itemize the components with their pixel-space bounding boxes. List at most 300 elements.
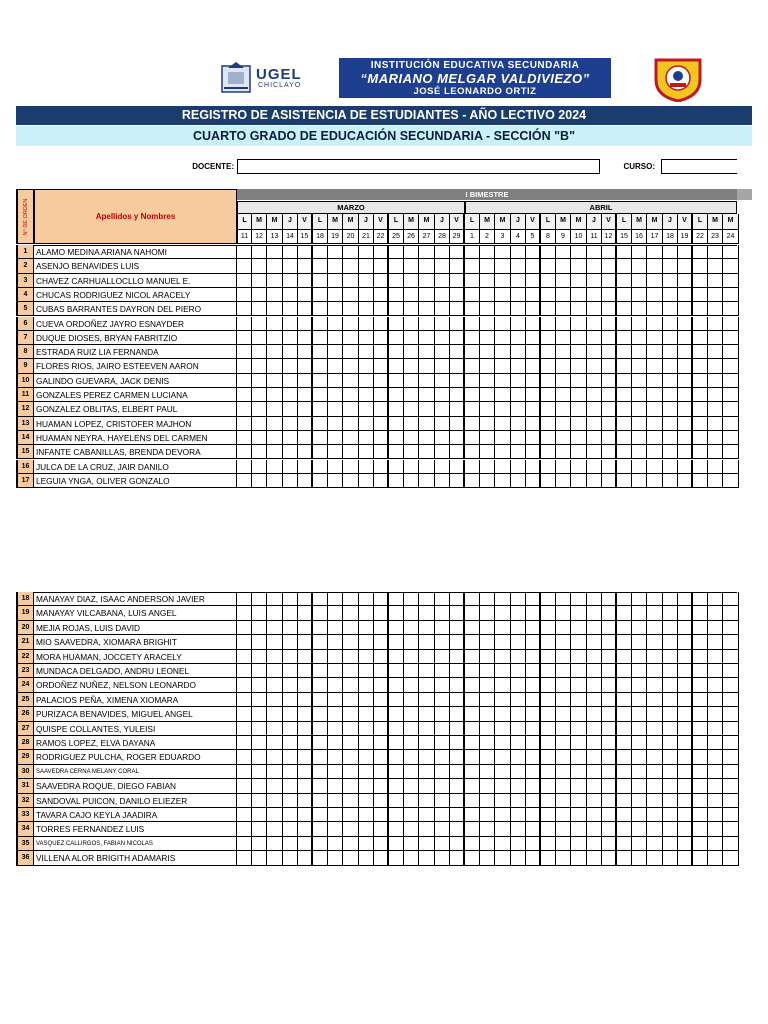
- attendance-cell[interactable]: [480, 750, 495, 764]
- attendance-cell[interactable]: [723, 431, 739, 445]
- attendance-cell[interactable]: [708, 431, 723, 445]
- attendance-cell[interactable]: [267, 445, 283, 459]
- attendance-cell[interactable]: [708, 317, 723, 331]
- attendance-cell[interactable]: [663, 445, 678, 459]
- attendance-cell[interactable]: [663, 678, 678, 692]
- attendance-cell[interactable]: [374, 460, 389, 474]
- attendance-cell[interactable]: [693, 779, 708, 793]
- attendance-cell[interactable]: [511, 460, 526, 474]
- attendance-cell[interactable]: [617, 331, 632, 345]
- attendance-cell[interactable]: [571, 736, 587, 750]
- attendance-cell[interactable]: [298, 302, 313, 316]
- attendance-cell[interactable]: [587, 274, 602, 288]
- attendance-cell[interactable]: [678, 388, 693, 402]
- attendance-cell[interactable]: [328, 765, 343, 779]
- attendance-cell[interactable]: [283, 722, 298, 736]
- attendance-cell[interactable]: [617, 345, 632, 359]
- attendance-cell[interactable]: [252, 606, 267, 620]
- attendance-cell[interactable]: [678, 794, 693, 808]
- attendance-cell[interactable]: [252, 359, 267, 373]
- attendance-cell[interactable]: [587, 750, 602, 764]
- attendance-cell[interactable]: [723, 678, 739, 692]
- attendance-cell[interactable]: [571, 635, 587, 649]
- attendance-cell[interactable]: [526, 374, 541, 388]
- attendance-cell[interactable]: [313, 750, 328, 764]
- attendance-cell[interactable]: [556, 678, 571, 692]
- attendance-cell[interactable]: [526, 359, 541, 373]
- attendance-cell[interactable]: [663, 288, 678, 302]
- attendance-cell[interactable]: [465, 474, 480, 488]
- attendance-cell[interactable]: [435, 606, 450, 620]
- attendance-cell[interactable]: [602, 445, 617, 459]
- attendance-cell[interactable]: [328, 606, 343, 620]
- attendance-cell[interactable]: [267, 635, 283, 649]
- attendance-cell[interactable]: [283, 474, 298, 488]
- attendance-cell[interactable]: [495, 460, 511, 474]
- attendance-cell[interactable]: [283, 245, 298, 259]
- attendance-cell[interactable]: [678, 431, 693, 445]
- attendance-cell[interactable]: [283, 678, 298, 692]
- attendance-cell[interactable]: [359, 274, 374, 288]
- attendance-cell[interactable]: [465, 750, 480, 764]
- attendance-cell[interactable]: [480, 693, 495, 707]
- attendance-cell[interactable]: [465, 678, 480, 692]
- attendance-cell[interactable]: [617, 259, 632, 273]
- attendance-cell[interactable]: [480, 474, 495, 488]
- attendance-cell[interactable]: [541, 765, 556, 779]
- attendance-cell[interactable]: [556, 635, 571, 649]
- attendance-cell[interactable]: [313, 317, 328, 331]
- attendance-cell[interactable]: [495, 750, 511, 764]
- attendance-cell[interactable]: [267, 693, 283, 707]
- attendance-cell[interactable]: [252, 431, 267, 445]
- attendance-cell[interactable]: [343, 750, 359, 764]
- attendance-cell[interactable]: [267, 288, 283, 302]
- attendance-cell[interactable]: [556, 259, 571, 273]
- attendance-cell[interactable]: [374, 431, 389, 445]
- attendance-cell[interactable]: [450, 736, 465, 750]
- attendance-cell[interactable]: [708, 664, 723, 678]
- attendance-cell[interactable]: [267, 359, 283, 373]
- attendance-cell[interactable]: [723, 664, 739, 678]
- attendance-cell[interactable]: [435, 851, 450, 865]
- attendance-cell[interactable]: [328, 592, 343, 606]
- attendance-cell[interactable]: [647, 822, 663, 836]
- attendance-cell[interactable]: [526, 274, 541, 288]
- attendance-cell[interactable]: [328, 431, 343, 445]
- attendance-cell[interactable]: [602, 402, 617, 416]
- attendance-cell[interactable]: [571, 606, 587, 620]
- attendance-cell[interactable]: [374, 359, 389, 373]
- attendance-cell[interactable]: [632, 431, 647, 445]
- attendance-cell[interactable]: [237, 460, 252, 474]
- attendance-cell[interactable]: [404, 259, 419, 273]
- attendance-cell[interactable]: [663, 621, 678, 635]
- attendance-cell[interactable]: [587, 664, 602, 678]
- attendance-cell[interactable]: [632, 722, 647, 736]
- attendance-cell[interactable]: [556, 822, 571, 836]
- attendance-cell[interactable]: [708, 707, 723, 721]
- attendance-cell[interactable]: [617, 664, 632, 678]
- attendance-cell[interactable]: [313, 765, 328, 779]
- attendance-cell[interactable]: [435, 259, 450, 273]
- attendance-cell[interactable]: [556, 288, 571, 302]
- attendance-cell[interactable]: [617, 765, 632, 779]
- attendance-cell[interactable]: [708, 274, 723, 288]
- attendance-cell[interactable]: [495, 374, 511, 388]
- attendance-cell[interactable]: [313, 288, 328, 302]
- attendance-cell[interactable]: [663, 274, 678, 288]
- attendance-cell[interactable]: [693, 765, 708, 779]
- attendance-cell[interactable]: [526, 388, 541, 402]
- attendance-cell[interactable]: [313, 606, 328, 620]
- attendance-cell[interactable]: [541, 650, 556, 664]
- attendance-cell[interactable]: [587, 592, 602, 606]
- attendance-cell[interactable]: [465, 722, 480, 736]
- attendance-cell[interactable]: [526, 331, 541, 345]
- attendance-cell[interactable]: [480, 331, 495, 345]
- attendance-cell[interactable]: [602, 259, 617, 273]
- attendance-cell[interactable]: [313, 722, 328, 736]
- attendance-cell[interactable]: [632, 678, 647, 692]
- attendance-cell[interactable]: [328, 288, 343, 302]
- attendance-cell[interactable]: [465, 345, 480, 359]
- attendance-cell[interactable]: [313, 650, 328, 664]
- attendance-cell[interactable]: [465, 635, 480, 649]
- attendance-cell[interactable]: [419, 259, 435, 273]
- attendance-cell[interactable]: [374, 750, 389, 764]
- attendance-cell[interactable]: [556, 707, 571, 721]
- attendance-cell[interactable]: [663, 317, 678, 331]
- attendance-cell[interactable]: [708, 288, 723, 302]
- attendance-cell[interactable]: [693, 417, 708, 431]
- attendance-cell[interactable]: [374, 822, 389, 836]
- attendance-cell[interactable]: [389, 794, 404, 808]
- attendance-cell[interactable]: [450, 402, 465, 416]
- attendance-cell[interactable]: [343, 722, 359, 736]
- attendance-cell[interactable]: [541, 664, 556, 678]
- attendance-cell[interactable]: [526, 317, 541, 331]
- attendance-cell[interactable]: [359, 388, 374, 402]
- attendance-cell[interactable]: [298, 750, 313, 764]
- attendance-cell[interactable]: [617, 779, 632, 793]
- attendance-cell[interactable]: [587, 317, 602, 331]
- attendance-cell[interactable]: [359, 851, 374, 865]
- attendance-cell[interactable]: [678, 331, 693, 345]
- attendance-cell[interactable]: [602, 592, 617, 606]
- attendance-cell[interactable]: [313, 245, 328, 259]
- attendance-cell[interactable]: [283, 808, 298, 822]
- attendance-cell[interactable]: [343, 402, 359, 416]
- attendance-cell[interactable]: [404, 331, 419, 345]
- attendance-cell[interactable]: [389, 650, 404, 664]
- attendance-cell[interactable]: [404, 837, 419, 851]
- attendance-cell[interactable]: [617, 374, 632, 388]
- attendance-cell[interactable]: [374, 779, 389, 793]
- attendance-cell[interactable]: [602, 635, 617, 649]
- attendance-cell[interactable]: [435, 402, 450, 416]
- attendance-cell[interactable]: [708, 750, 723, 764]
- attendance-cell[interactable]: [389, 345, 404, 359]
- attendance-cell[interactable]: [450, 431, 465, 445]
- attendance-cell[interactable]: [571, 693, 587, 707]
- attendance-cell[interactable]: [389, 402, 404, 416]
- attendance-cell[interactable]: [374, 794, 389, 808]
- attendance-cell[interactable]: [374, 664, 389, 678]
- attendance-cell[interactable]: [526, 664, 541, 678]
- attendance-cell[interactable]: [267, 794, 283, 808]
- attendance-cell[interactable]: [480, 808, 495, 822]
- attendance-cell[interactable]: [723, 837, 739, 851]
- attendance-cell[interactable]: [541, 288, 556, 302]
- attendance-cell[interactable]: [495, 736, 511, 750]
- attendance-cell[interactable]: [252, 707, 267, 721]
- attendance-cell[interactable]: [237, 359, 252, 373]
- attendance-cell[interactable]: [328, 635, 343, 649]
- attendance-cell[interactable]: [571, 331, 587, 345]
- attendance-cell[interactable]: [313, 274, 328, 288]
- attendance-cell[interactable]: [267, 460, 283, 474]
- attendance-cell[interactable]: [617, 837, 632, 851]
- attendance-cell[interactable]: [693, 750, 708, 764]
- attendance-cell[interactable]: [602, 431, 617, 445]
- attendance-cell[interactable]: [526, 851, 541, 865]
- attendance-cell[interactable]: [723, 345, 739, 359]
- attendance-cell[interactable]: [678, 736, 693, 750]
- attendance-cell[interactable]: [602, 288, 617, 302]
- attendance-cell[interactable]: [693, 302, 708, 316]
- attendance-cell[interactable]: [252, 650, 267, 664]
- attendance-cell[interactable]: [313, 302, 328, 316]
- attendance-cell[interactable]: [495, 707, 511, 721]
- attendance-cell[interactable]: [374, 302, 389, 316]
- attendance-cell[interactable]: [647, 693, 663, 707]
- attendance-cell[interactable]: [435, 460, 450, 474]
- attendance-cell[interactable]: [526, 460, 541, 474]
- attendance-cell[interactable]: [374, 445, 389, 459]
- attendance-cell[interactable]: [465, 302, 480, 316]
- attendance-cell[interactable]: [343, 288, 359, 302]
- attendance-cell[interactable]: [602, 722, 617, 736]
- attendance-cell[interactable]: [647, 288, 663, 302]
- attendance-cell[interactable]: [313, 417, 328, 431]
- attendance-cell[interactable]: [541, 794, 556, 808]
- attendance-cell[interactable]: [298, 707, 313, 721]
- attendance-cell[interactable]: [556, 245, 571, 259]
- attendance-cell[interactable]: [678, 402, 693, 416]
- attendance-cell[interactable]: [343, 359, 359, 373]
- attendance-cell[interactable]: [480, 445, 495, 459]
- attendance-cell[interactable]: [298, 331, 313, 345]
- attendance-cell[interactable]: [526, 765, 541, 779]
- attendance-cell[interactable]: [359, 345, 374, 359]
- attendance-cell[interactable]: [252, 474, 267, 488]
- attendance-cell[interactable]: [343, 331, 359, 345]
- attendance-cell[interactable]: [237, 693, 252, 707]
- attendance-cell[interactable]: [602, 245, 617, 259]
- attendance-cell[interactable]: [465, 445, 480, 459]
- attendance-cell[interactable]: [374, 259, 389, 273]
- attendance-cell[interactable]: [389, 693, 404, 707]
- attendance-cell[interactable]: [267, 259, 283, 273]
- attendance-cell[interactable]: [678, 621, 693, 635]
- attendance-cell[interactable]: [526, 345, 541, 359]
- attendance-cell[interactable]: [617, 474, 632, 488]
- attendance-cell[interactable]: [632, 664, 647, 678]
- attendance-cell[interactable]: [404, 678, 419, 692]
- attendance-cell[interactable]: [571, 707, 587, 721]
- attendance-cell[interactable]: [419, 606, 435, 620]
- attendance-cell[interactable]: [617, 274, 632, 288]
- attendance-cell[interactable]: [374, 331, 389, 345]
- attendance-cell[interactable]: [663, 460, 678, 474]
- attendance-cell[interactable]: [708, 259, 723, 273]
- attendance-cell[interactable]: [404, 288, 419, 302]
- attendance-cell[interactable]: [541, 606, 556, 620]
- attendance-cell[interactable]: [647, 331, 663, 345]
- attendance-cell[interactable]: [343, 417, 359, 431]
- attendance-cell[interactable]: [419, 288, 435, 302]
- attendance-cell[interactable]: [632, 822, 647, 836]
- attendance-cell[interactable]: [252, 837, 267, 851]
- attendance-cell[interactable]: [450, 606, 465, 620]
- attendance-cell[interactable]: [343, 635, 359, 649]
- attendance-cell[interactable]: [647, 750, 663, 764]
- attendance-cell[interactable]: [632, 302, 647, 316]
- attendance-cell[interactable]: [511, 359, 526, 373]
- attendance-cell[interactable]: [480, 345, 495, 359]
- attendance-cell[interactable]: [252, 765, 267, 779]
- attendance-cell[interactable]: [571, 274, 587, 288]
- attendance-cell[interactable]: [617, 388, 632, 402]
- attendance-cell[interactable]: [237, 621, 252, 635]
- attendance-cell[interactable]: [556, 722, 571, 736]
- attendance-cell[interactable]: [283, 274, 298, 288]
- attendance-cell[interactable]: [511, 445, 526, 459]
- attendance-cell[interactable]: [267, 388, 283, 402]
- attendance-cell[interactable]: [374, 621, 389, 635]
- attendance-cell[interactable]: [708, 474, 723, 488]
- attendance-cell[interactable]: [359, 474, 374, 488]
- attendance-cell[interactable]: [389, 592, 404, 606]
- attendance-cell[interactable]: [708, 402, 723, 416]
- attendance-cell[interactable]: [237, 317, 252, 331]
- attendance-cell[interactable]: [693, 635, 708, 649]
- attendance-cell[interactable]: [298, 837, 313, 851]
- attendance-cell[interactable]: [283, 621, 298, 635]
- attendance-cell[interactable]: [419, 621, 435, 635]
- attendance-cell[interactable]: [647, 794, 663, 808]
- attendance-cell[interactable]: [708, 606, 723, 620]
- attendance-cell[interactable]: [556, 274, 571, 288]
- attendance-cell[interactable]: [723, 808, 739, 822]
- attendance-cell[interactable]: [678, 693, 693, 707]
- attendance-cell[interactable]: [435, 837, 450, 851]
- attendance-cell[interactable]: [663, 259, 678, 273]
- attendance-cell[interactable]: [343, 388, 359, 402]
- attendance-cell[interactable]: [389, 822, 404, 836]
- attendance-cell[interactable]: [708, 736, 723, 750]
- attendance-cell[interactable]: [663, 345, 678, 359]
- attendance-cell[interactable]: [374, 736, 389, 750]
- attendance-cell[interactable]: [450, 722, 465, 736]
- attendance-cell[interactable]: [647, 388, 663, 402]
- attendance-cell[interactable]: [419, 460, 435, 474]
- attendance-cell[interactable]: [237, 274, 252, 288]
- attendance-cell[interactable]: [647, 808, 663, 822]
- attendance-cell[interactable]: [404, 736, 419, 750]
- attendance-cell[interactable]: [283, 592, 298, 606]
- attendance-cell[interactable]: [237, 794, 252, 808]
- attendance-cell[interactable]: [632, 460, 647, 474]
- attendance-cell[interactable]: [450, 779, 465, 793]
- attendance-cell[interactable]: [526, 750, 541, 764]
- attendance-cell[interactable]: [556, 302, 571, 316]
- attendance-cell[interactable]: [647, 445, 663, 459]
- attendance-cell[interactable]: [526, 736, 541, 750]
- attendance-cell[interactable]: [511, 736, 526, 750]
- attendance-cell[interactable]: [511, 606, 526, 620]
- attendance-cell[interactable]: [435, 765, 450, 779]
- attendance-cell[interactable]: [708, 837, 723, 851]
- attendance-cell[interactable]: [617, 678, 632, 692]
- attendance-cell[interactable]: [389, 736, 404, 750]
- attendance-cell[interactable]: [632, 402, 647, 416]
- attendance-cell[interactable]: [480, 822, 495, 836]
- attendance-cell[interactable]: [419, 779, 435, 793]
- attendance-cell[interactable]: [495, 650, 511, 664]
- attendance-cell[interactable]: [617, 736, 632, 750]
- attendance-cell[interactable]: [678, 707, 693, 721]
- attendance-cell[interactable]: [343, 664, 359, 678]
- attendance-cell[interactable]: [571, 722, 587, 736]
- attendance-cell[interactable]: [708, 388, 723, 402]
- attendance-cell[interactable]: [632, 621, 647, 635]
- attendance-cell[interactable]: [374, 851, 389, 865]
- attendance-cell[interactable]: [678, 837, 693, 851]
- attendance-cell[interactable]: [359, 431, 374, 445]
- attendance-cell[interactable]: [526, 417, 541, 431]
- attendance-cell[interactable]: [511, 317, 526, 331]
- attendance-cell[interactable]: [435, 417, 450, 431]
- attendance-cell[interactable]: [723, 592, 739, 606]
- attendance-cell[interactable]: [632, 259, 647, 273]
- attendance-cell[interactable]: [541, 837, 556, 851]
- attendance-cell[interactable]: [419, 431, 435, 445]
- attendance-cell[interactable]: [359, 678, 374, 692]
- attendance-cell[interactable]: [632, 693, 647, 707]
- attendance-cell[interactable]: [571, 302, 587, 316]
- attendance-cell[interactable]: [283, 765, 298, 779]
- attendance-cell[interactable]: [389, 302, 404, 316]
- attendance-cell[interactable]: [602, 302, 617, 316]
- attendance-cell[interactable]: [419, 445, 435, 459]
- attendance-cell[interactable]: [450, 359, 465, 373]
- attendance-cell[interactable]: [511, 302, 526, 316]
- attendance-cell[interactable]: [465, 359, 480, 373]
- attendance-cell[interactable]: [556, 606, 571, 620]
- attendance-cell[interactable]: [587, 431, 602, 445]
- attendance-cell[interactable]: [389, 837, 404, 851]
- attendance-cell[interactable]: [343, 736, 359, 750]
- attendance-cell[interactable]: [663, 837, 678, 851]
- attendance-cell[interactable]: [374, 707, 389, 721]
- attendance-cell[interactable]: [693, 374, 708, 388]
- attendance-cell[interactable]: [298, 794, 313, 808]
- attendance-cell[interactable]: [252, 288, 267, 302]
- attendance-cell[interactable]: [602, 707, 617, 721]
- attendance-cell[interactable]: [419, 635, 435, 649]
